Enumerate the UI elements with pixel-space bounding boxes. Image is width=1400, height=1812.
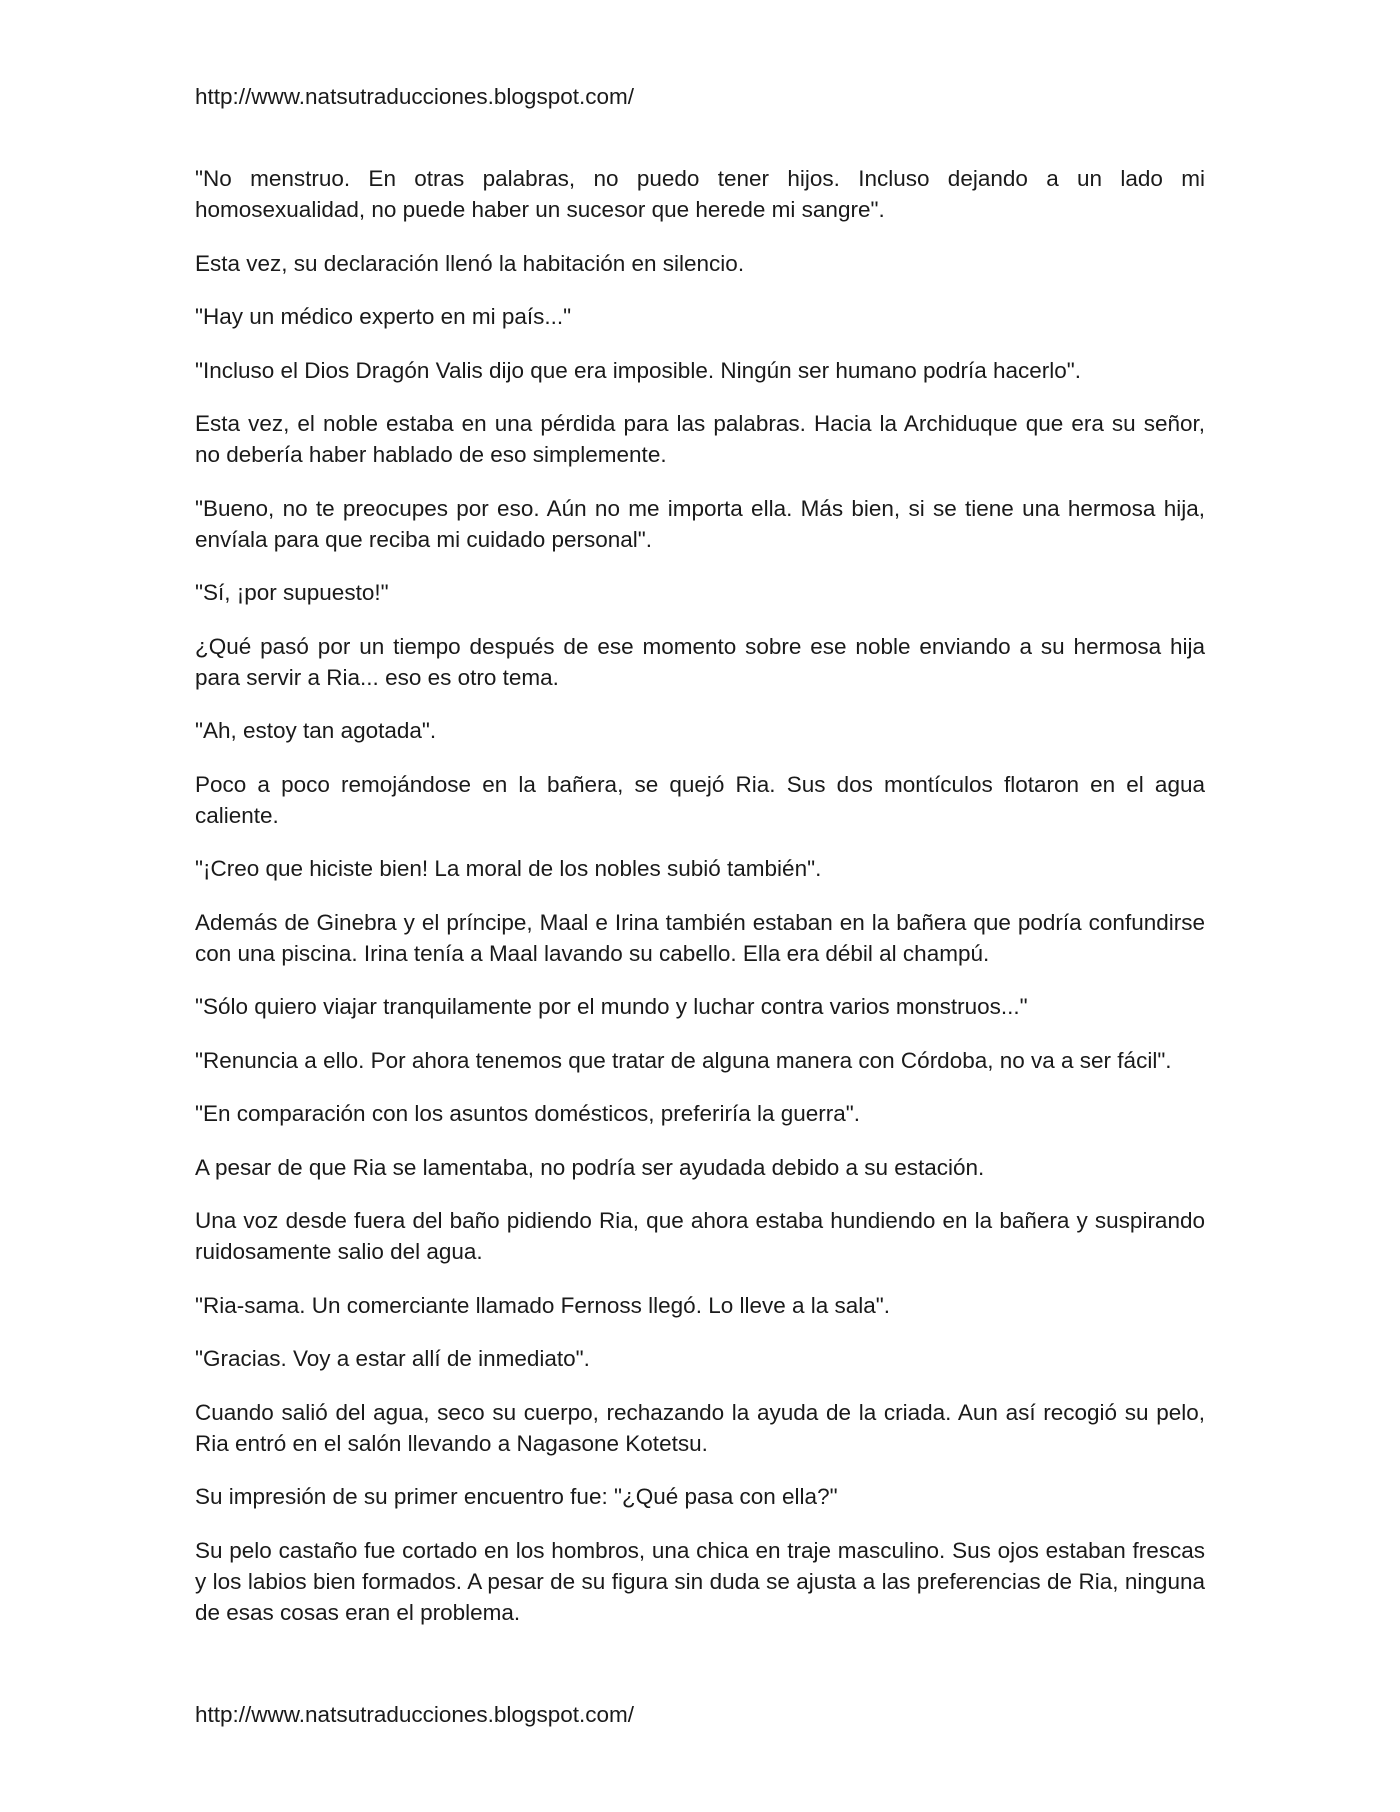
paragraph: Una voz desde fuera del baño pidiendo Ria, que ahora estaba hundiendo en la bañera y suspirando ruidosamente salio del agua.: [195, 1208, 1205, 1264]
paragraph: "Ria-sama. Un comerciante llamado Fernoss llegó. Lo lleve a la sala".: [195, 1292, 891, 1318]
paragraph: "Renuncia a ello. Por ahora tenemos que tratar de alguna manera con Córdoba, no va a ser fácil".: [195, 1047, 1172, 1073]
paragraph: "Bueno, no te preocupes por eso. Aún no me importa ella. Más bien, si se tiene una hermosa hija, envíala para que reciba mi cuidado personal".: [195, 495, 1205, 552]
paragraph: A pesar de que Ria se lamentaba, no podría ser ayudada debido a su estación.: [195, 1154, 985, 1180]
paragraph: "Gracias. Voy a estar allí de inmediato".: [195, 1346, 590, 1371]
paragraph: Su pelo castaño fue cortado en los hombros, una chica en traje masculino. Sus ojos estaban frescas y los labios bien formados. A pesar de su figura sin duda se ajusta a las preferencias de Ria, ninguna de esas cosas eran el problema.: [195, 1537, 1205, 1625]
paragraph: "¡Creo que hiciste bien! La moral de los nobles subió también".: [195, 856, 822, 881]
paragraph: "No menstruo. En otras palabras, no puedo tener hijos. Incluso dejando a un lado mi homosexualidad, no puede haber un sucesor que herede mi sangre".: [195, 166, 1205, 222]
paragraph: "Sí, ¡por supuesto!": [195, 580, 389, 605]
paragraph: Su impresión de su primer encuentro fue: "¿Qué pasa con ella?": [195, 1484, 838, 1509]
paragraph: "En comparación con los asuntos domésticos, preferiría la guerra".: [195, 1101, 861, 1126]
paragraph: "Ah, estoy tan agotada".: [195, 718, 437, 743]
paragraph: Esta vez, su declaración llenó la habitación en silencio.: [195, 250, 745, 276]
header-url: http://www.natsutraducciones.blogspot.com/: [195, 84, 634, 109]
paragraph: Poco a poco remojándose en la bañera, se quejó Ria. Sus dos montículos flotaron en el agua caliente.: [195, 771, 1205, 828]
footer-url: http://www.natsutraducciones.blogspot.com/: [195, 1702, 634, 1727]
paragraph: "Hay un médico experto en mi país...": [195, 304, 572, 329]
paragraph: Cuando salió del agua, seco su cuerpo, rechazando la ayuda de la criada. Aun así recogió su pelo, Ria entró en el salón llevando a Nagasone Kotetsu.: [195, 1399, 1205, 1456]
paragraph: ¿Qué pasó por un tiempo después de ese momento sobre ese noble enviando a su hermosa hija para servir a Ria... eso es otro tema.: [195, 633, 1205, 690]
paragraph: "Sólo quiero viajar tranquilamente por el mundo y luchar contra varios monstruos...": [195, 994, 1028, 1019]
paragraph: Esta vez, el noble estaba en una pérdida para las palabras. Hacia la Archiduque que era su señor, no debería haber hablado de eso simplemente.: [195, 411, 1205, 467]
paragraph: "Incluso el Dios Dragón Valis dijo que era imposible. Ningún ser humano podría hacerlo".: [195, 357, 1082, 383]
body-text: [195, 163, 1205, 1650]
paragraph: Además de Ginebra y el príncipe, Maal e Irina también estaban en la bañera que podría confundirse con una piscina. Irina tenía a Maal lavando su cabello. Ella era débil al champú.: [195, 909, 1205, 966]
